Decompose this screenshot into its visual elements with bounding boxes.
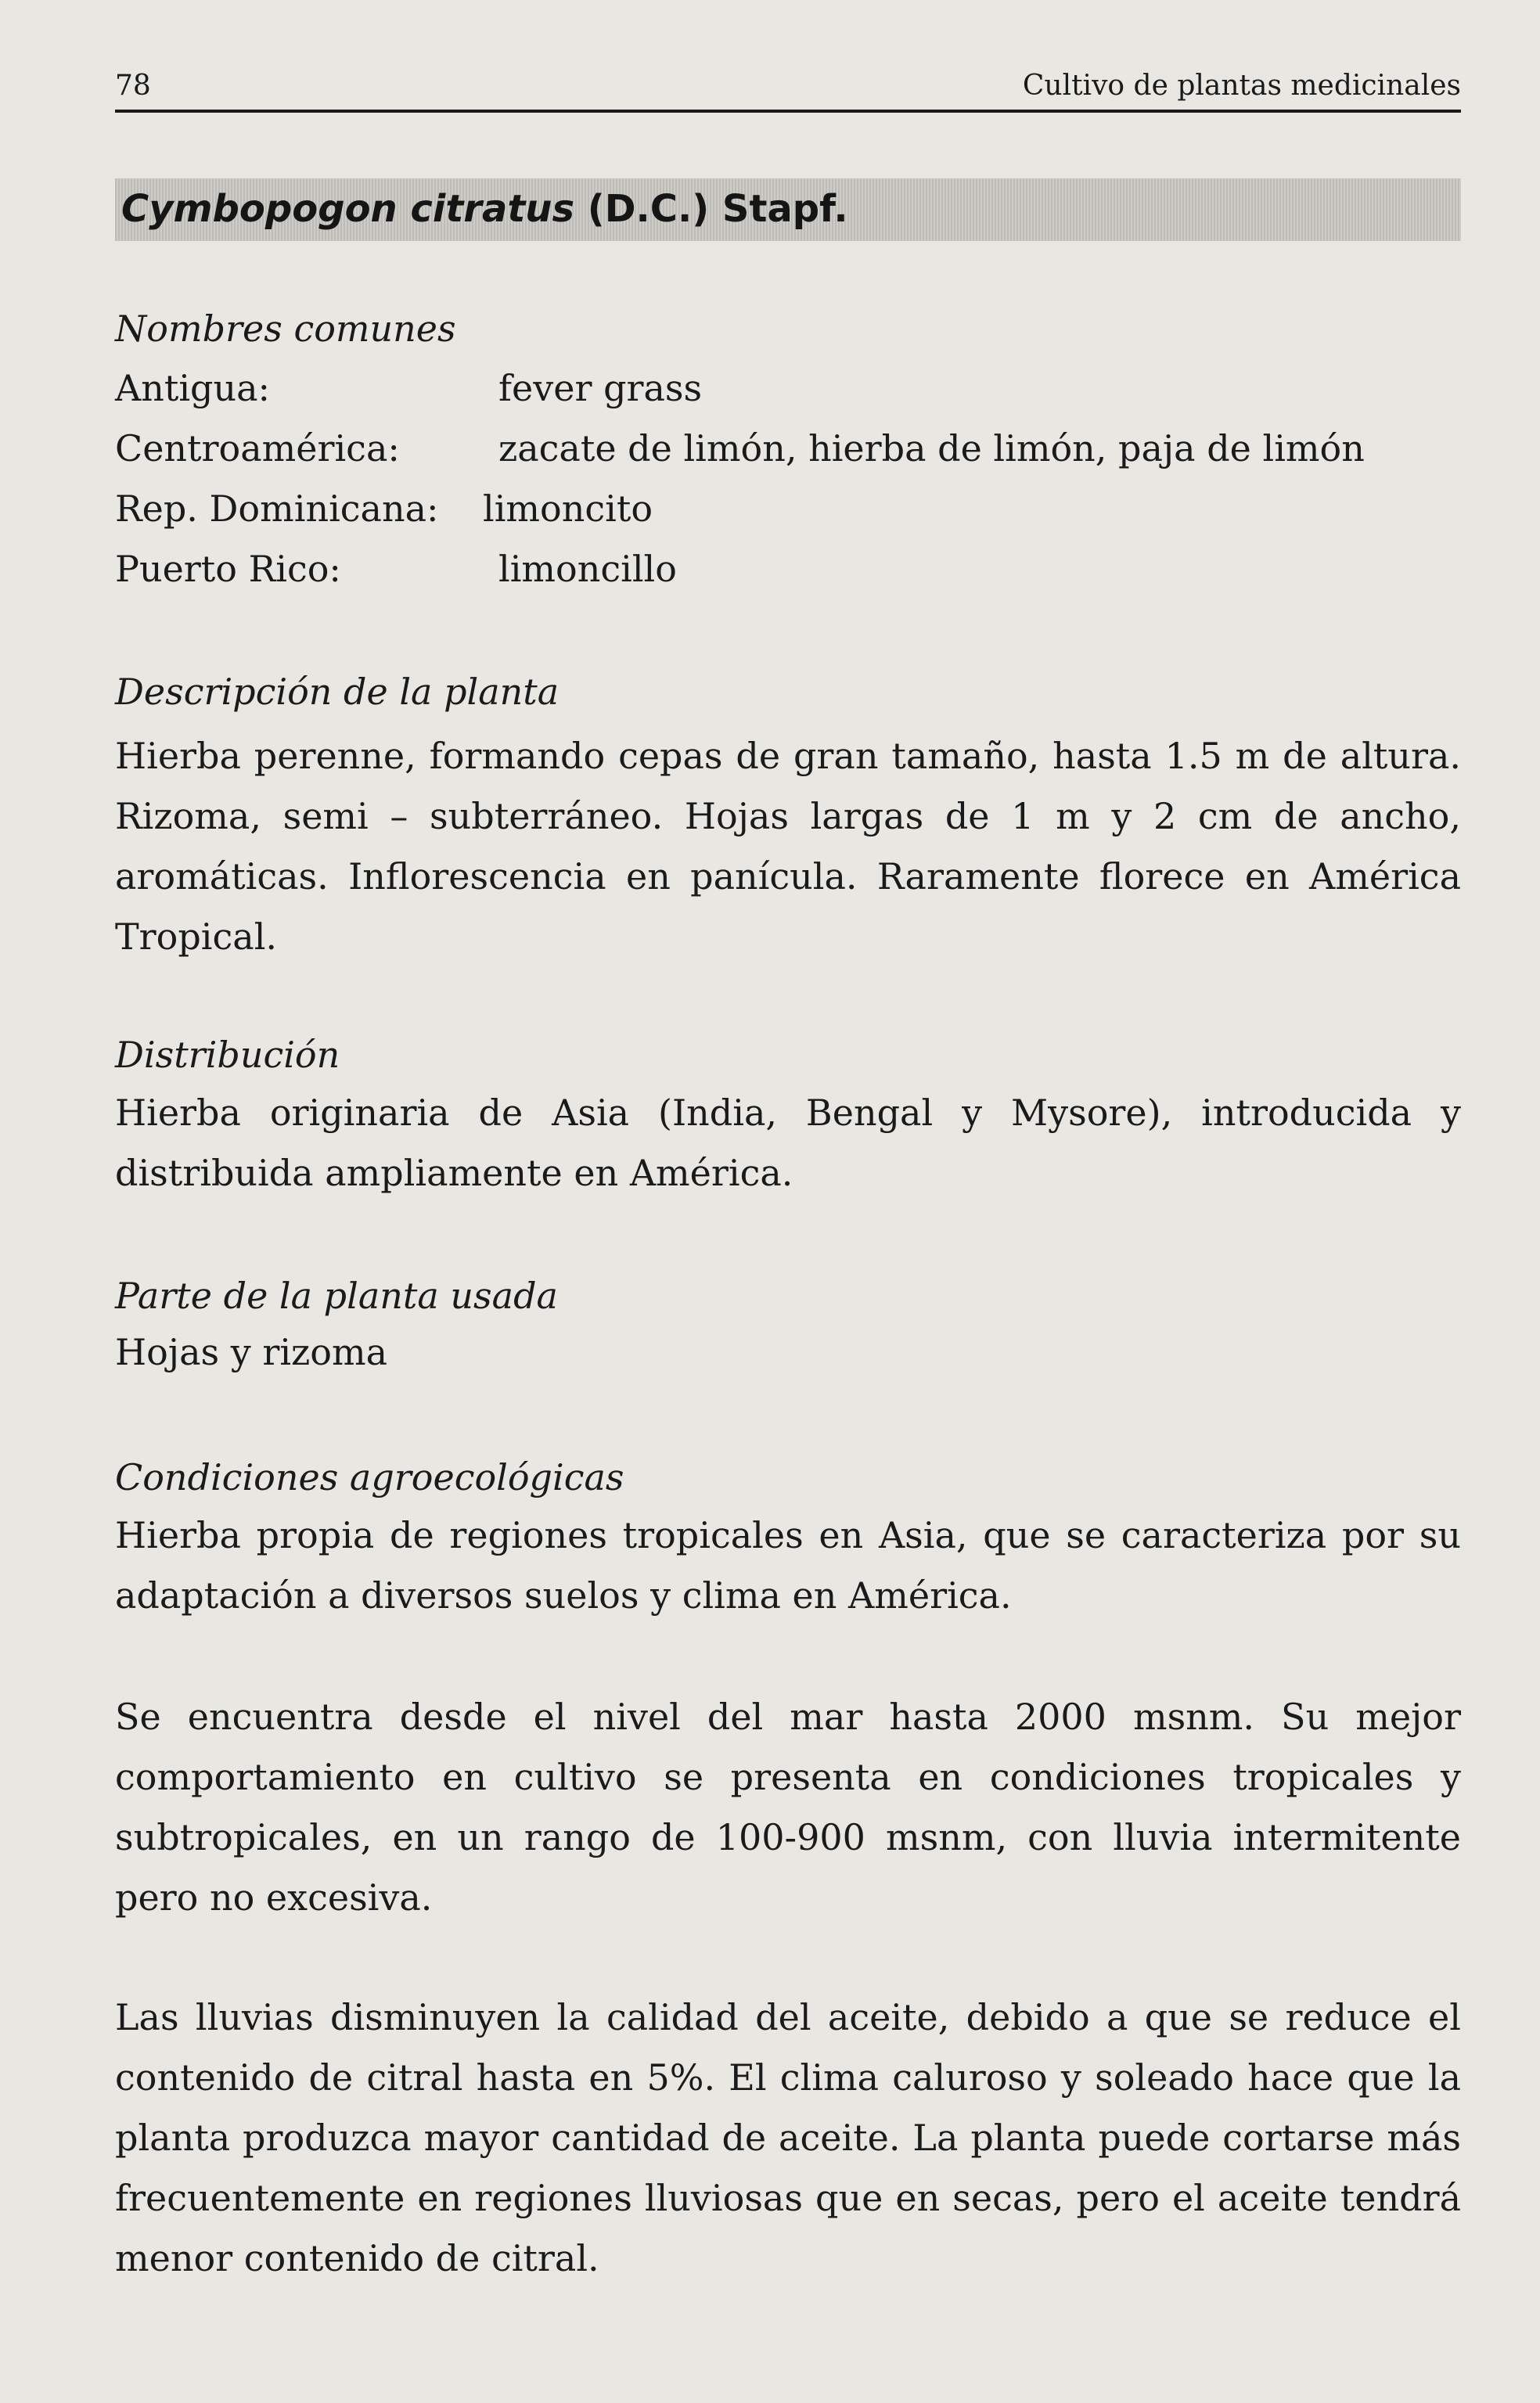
conditions-paragraph: Hierba propia de regiones tropicales en Asia, que se caracteriza por su adaptación a diversos suelos y clima en América. xyxy=(115,1514,1461,1617)
part-used-heading: Parte de la planta usada xyxy=(115,1275,558,1317)
species-title xyxy=(121,185,848,233)
conditions-paragraph: Se encuentra desde el nivel del mar hasta 2000 msnm. Su mejor comportamiento en cultivo se presenta en condiciones tropicales y subtropicales, en un rango de 100-900 msnm, con lluvia intermitente pero no excesiva. xyxy=(115,1696,1461,1919)
common-name-values: zacate de limón, hierba de limón, paja de limón xyxy=(498,427,1365,469)
running-title: Cultivo de plantas medicinales xyxy=(1022,70,1461,102)
page-number: 78 xyxy=(115,70,151,102)
species-name: Cymbopogon citratus xyxy=(121,187,575,231)
species-title-band xyxy=(115,178,1461,241)
common-names-heading: Nombres comunes xyxy=(115,308,456,350)
common-name-values: fever grass xyxy=(498,367,703,409)
header-divider xyxy=(115,110,1461,113)
common-name-row xyxy=(115,479,1461,539)
distribution-heading: Distribución xyxy=(115,1034,340,1076)
description-text: Hierba perenne, formando cepas de gran tamaño, hasta 1.5 m de altura. Rizoma, semi – subterráneo. Hojas largas de 1 m y 2 cm de ancho, aromáticas. Inflorescencia en panícula. Raramente florece en América Tropical. xyxy=(115,735,1461,958)
common-name-values: limoncillo xyxy=(498,548,677,590)
common-name-row xyxy=(115,419,1461,479)
distribution-text: Hierba originaria de Asia (India, Bengal y Mysore), introducida y distribuida ampliamente en América. xyxy=(115,1092,1461,1194)
common-name-region: Rep. Dominicana: xyxy=(115,487,439,530)
description-heading: Descripción de la planta xyxy=(115,671,560,713)
page-header xyxy=(115,63,1461,110)
part-used-text: Hojas y rizoma xyxy=(115,1331,388,1373)
common-name-region: Antigua: xyxy=(115,367,271,409)
species-authority: (D.C.) Stapf. xyxy=(587,187,848,231)
common-name-row xyxy=(115,358,1461,419)
common-name-row xyxy=(115,539,1461,599)
common-names-list xyxy=(115,358,1461,599)
conditions-paragraph: Las lluvias disminuyen la calidad del aceite, debido a que se reduce el contenido de citral hasta en 5%. El clima caluroso y soleado hace que la planta produzca mayor cantidad de aceite. La planta puede cortarse más frecuentemente en regiones lluviosas que en secas, pero el aceite tendrá menor contenido de citral. xyxy=(115,1996,1461,2279)
common-name-values: limoncito xyxy=(483,487,653,530)
common-name-region: Centroamérica: xyxy=(115,427,400,469)
conditions-heading: Condiciones agroecológicas xyxy=(115,1456,624,1498)
common-name-region: Puerto Rico: xyxy=(115,548,341,590)
